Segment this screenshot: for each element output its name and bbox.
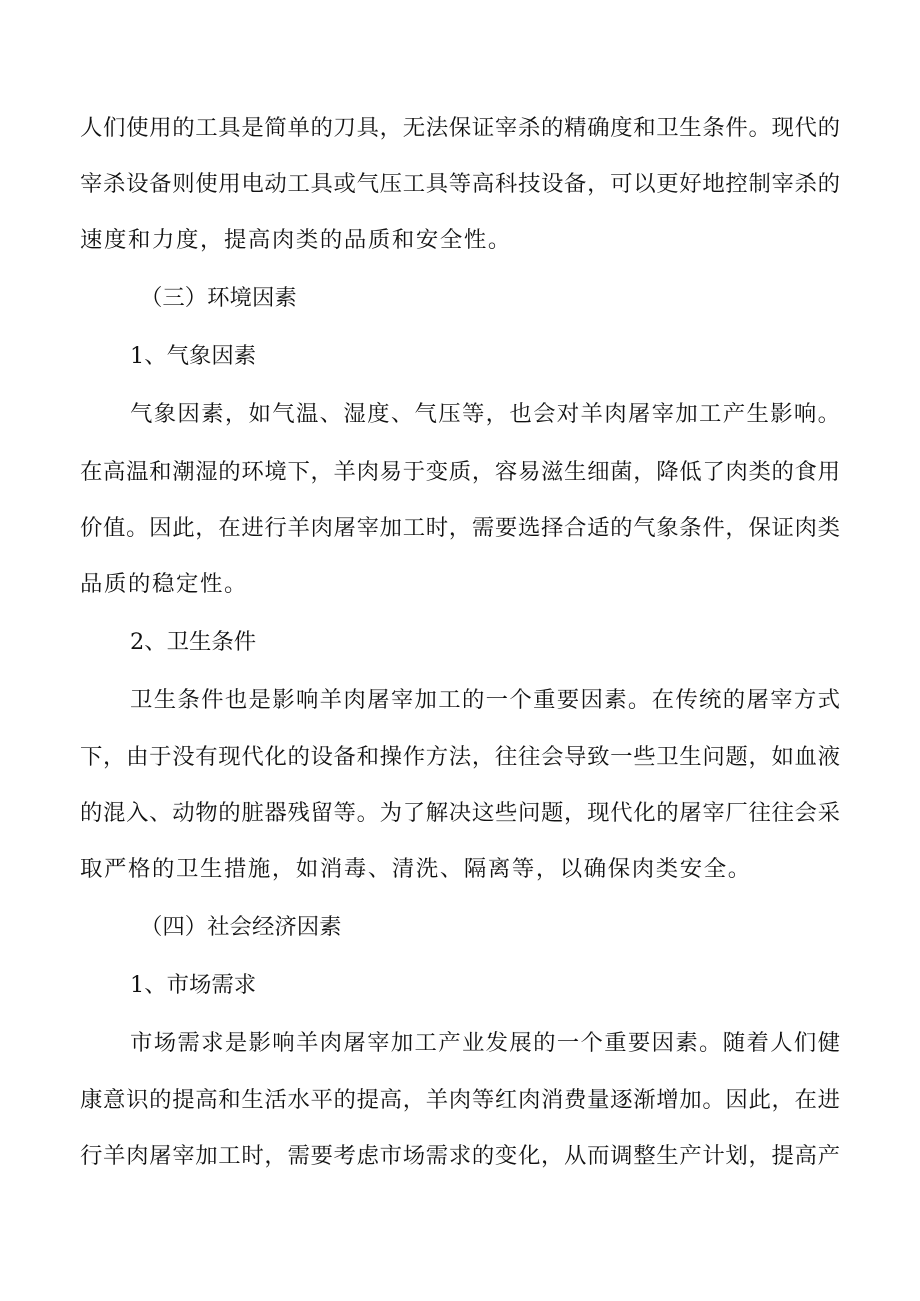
paragraph-line: 行羊肉屠宰加工时，需要考虑市场需求的变化，从而调整生产计划，提高产 (80, 1143, 840, 1169)
paragraph-line: 下，由于没有现代化的设备和操作方法，往往会导致一些卫生问题，如血液 (80, 744, 840, 770)
paragraph-line: 速度和力度，提高肉类的品质和安全性。 (80, 227, 512, 253)
paragraph-line: 在高温和潮湿的环境下，羊肉易于变质，容易滋生细菌，降低了肉类的食用 (80, 459, 840, 485)
paragraph-line: 价值。因此，在进行羊肉屠宰加工时，需要选择合适的气象条件，保证肉类 (80, 515, 840, 541)
paragraph-line: 的混入、动物的脏器残留等。为了解决这些问题，现代化的屠宰厂往往会采 (80, 800, 840, 826)
section-heading: （四）社会经济因素 (140, 914, 342, 940)
paragraph-line: 市场需求是影响羊肉屠宰加工产业发展的一个重要因素。随着人们健 (130, 1030, 840, 1056)
subsection-heading: 2、卫生条件 (130, 629, 257, 655)
section-heading: （三）环境因素 (140, 285, 297, 311)
paragraph-line: 品质的稳定性。 (80, 571, 248, 597)
paragraph-line: 宰杀设备则使用电动工具或气压工具等高科技设备，可以更好地控制宰杀的 (80, 171, 840, 197)
paragraph-line: 卫生条件也是影响羊肉屠宰加工的一个重要因素。在传统的屠宰方式 (130, 687, 840, 713)
subsection-heading: 1、气象因素 (130, 343, 257, 369)
paragraph-line: 气象因素，如气温、湿度、气压等，也会对羊肉屠宰加工产生影响。 (130, 401, 840, 427)
paragraph-line: 康意识的提高和生活水平的提高，羊肉等红肉消费量逐渐增加。因此，在进 (80, 1087, 840, 1113)
subsection-heading: 1、市场需求 (130, 972, 257, 998)
paragraph-line: 取严格的卫生措施，如消毒、清洗、隔离等，以确保肉类安全。 (80, 856, 752, 882)
paragraph-line: 人们使用的工具是简单的刀具，无法保证宰杀的精确度和卫生条件。现代的 (80, 115, 840, 141)
